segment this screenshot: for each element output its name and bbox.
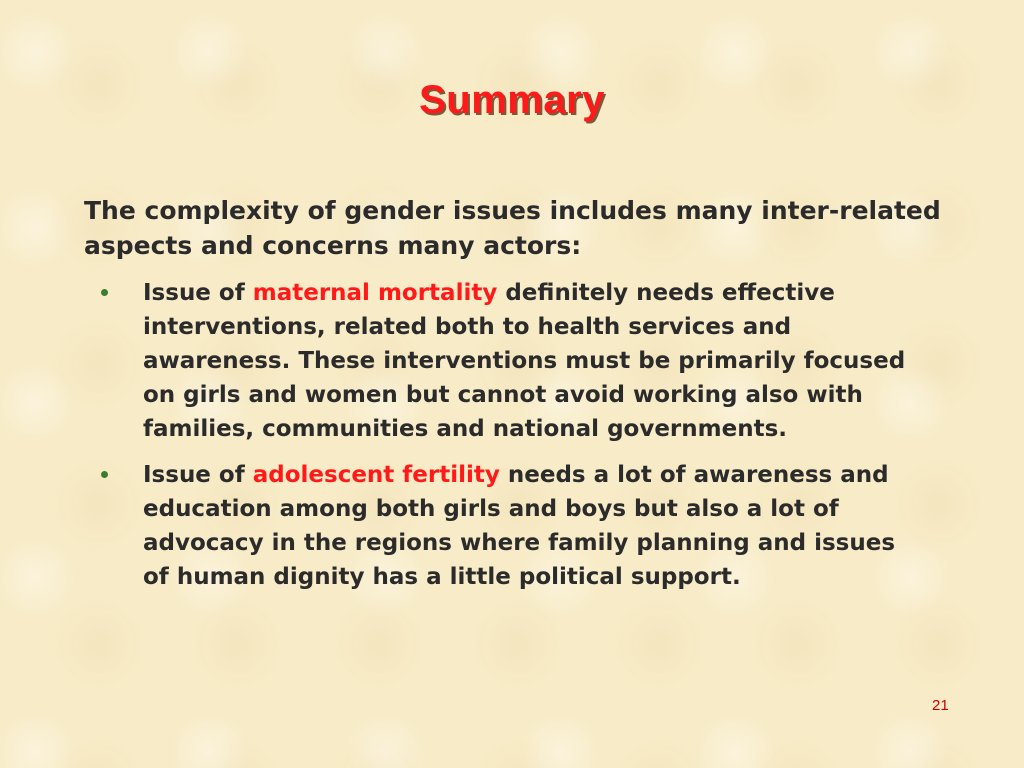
intro-text: The complexity of gender issues includes many inter-related aspects and concerns many actors: [84, 196, 941, 260]
bullet-suffix: needs a lot of awareness and education among both girls and boys but also a lot of advocacy in the regions where family planning and issues of human dignity has a little political support. [143, 462, 896, 590]
bullet-suffix: definitely needs effective interventions, related both to health services and awareness. These interventions must be primarily focused on girls and women but cannot avoid working also with families, communities and national governments. [143, 280, 906, 442]
bullet-list [100, 276, 920, 606]
bullet-highlight: maternal mortality [252, 280, 498, 306]
page-number: 21 [932, 697, 949, 714]
bullet-item-maternal-mortality [100, 276, 920, 446]
bullet-dot-icon [101, 471, 108, 478]
bullet-item-adolescent-fertility [100, 458, 920, 594]
slide-title: Summary [419, 78, 605, 122]
bullet-prefix: Issue of [143, 280, 253, 306]
bullet-highlight: adolescent fertility [252, 462, 500, 488]
bullet-dot-icon [101, 289, 108, 296]
bullet-prefix: Issue of [143, 462, 253, 488]
